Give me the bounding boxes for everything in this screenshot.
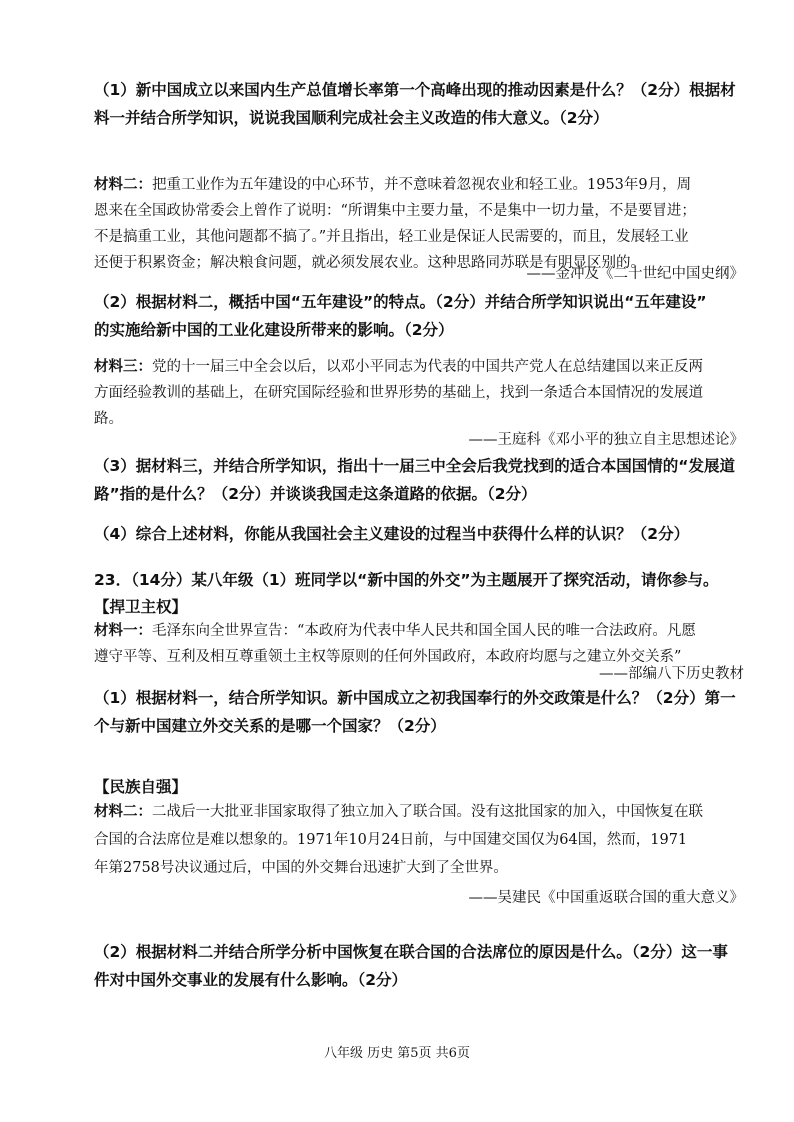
section-heading: 【捍卫主权】 [94,598,188,616]
material-line [94,618,744,644]
question-line: （1）新中国成立以来国内生产总值增长率第一个高峰出现的推动因素是什么？（2分）根据材 [94,81,736,99]
material-line [94,354,744,380]
material-3 [94,354,744,432]
question-line: （1）根据材料一，结合所学知识。新中国成立之初我国奉行的外交政策是什么？（2分）第一 [94,689,736,707]
question-line: （4）综合上述材料，你能从我国社会主义建设的过程当中获得什么样的认识？（2分） [94,525,690,543]
material-source: ——金冲及《二十世纪中国史纲》 [526,266,744,282]
material-label: 材料三： [94,359,152,375]
material-2 [94,172,744,276]
material-text: 毛泽东向全世界宣告：“本政府为代表中华人民共和国全国人民的唯一合法政府。凡愿 [152,623,696,639]
question-line: 件对中国外交事业的发展有什么影响。（2分） [94,971,408,989]
material-line [94,798,744,826]
material-line: 不是搞重工业，其他问题都不搞了。”并且指出，轻工业是保证人民需要的，而且，发展轻工业 [94,229,689,245]
material-label: 材料二： [94,804,152,820]
question-line: 路”指的是什么？（2分）并谈谈我国走这条道路的依据。（2分） [94,485,537,503]
material-line: 方面经验教训的基础上，在研究国际经验和世界形势的基础上，找到一条适合本国情况的发展道 [94,385,703,401]
question-line: 个与新中国建立外交关系的是哪一个国家？（2分） [94,717,446,735]
material-line: 路。 [94,411,123,427]
material-line: 年第2758号决议通过后，中国的外交舞台迅速扩大到了全世界。 [94,860,508,876]
question-23-1 [94,684,744,740]
material-source: ——王庭科《邓小平的独立自主思想述论》 [468,432,744,448]
material-line: 还便于积累资金；解决粮食问题，就必须发展农业。这种思路同苏联是有明显区别的。 [94,255,645,271]
material-line: 合国的合法席位是难以想象的。1971年10月24日前，与中国建交国仅为64国，然而，1971 [94,832,688,848]
material-line [94,172,744,198]
question-line: （3）据材料三，并结合所学知识，指出十一届三中全会后我党找到的适合本国国情的“发展道 [94,457,735,475]
question-22-4 [94,520,744,548]
material-text: 二战后一大批亚非国家取得了独立加入了联合国。没有这批国家的加入，中国恢复在联 [152,804,703,820]
material-source: ——吴建民《中国重返联合国的重大意义》 [468,890,744,906]
question-line: （2）根据材料二，概括中国“五年建设”的特点。（2分）并结合所学知识说出“五年建设” [94,293,707,311]
question-line: （2）根据材料二并结合所学分析中国恢复在联合国的合法席位的原因是什么。（2分）这一事 [94,943,728,961]
question-line: 的实施给新中国的工业化建设所带来的影响。（2分） [94,321,454,339]
page-footer: 八年级 历史 第5页 共6页 [324,1046,470,1061]
section-heading: 【民族自强】 [94,778,188,796]
q23-material-2 [94,798,744,882]
material-text: 党的十一届三中全会以后，以邓小平同志为代表的中国共产党人在总结建国以来正反两 [152,359,703,375]
material-line: 恩来在全国政协常委会上曾作了说明：“所谓集中主要力量，不是集中一切力量，不是要冒进； [94,203,696,219]
question-line: 料一并结合所学知识，说说我国顺利完成社会主义改造的伟大意义。（2分） [94,109,609,127]
question-22-2 [94,288,744,344]
material-text: 把重工业作为五年建设的中心环节，并不意味着忽视农业和轻工业。1953年9月，周 [152,177,692,193]
material-source: ——部编八下历史教材 [599,666,744,682]
question-23-2 [94,938,744,994]
material-line: 遵守平等、互利及相互尊重领土主权等原则的任何外国政府，本政府均愿与之建立外交关系” [94,649,682,665]
question-22-1 [94,76,744,132]
question-23-title: 23．（14分）某八年级（1）班同学以“新中国的外交”为主题展开了探究活动，请你参与。 [94,571,719,589]
question-22-3 [94,452,744,508]
material-label: 材料一： [94,623,152,639]
material-label: 材料二： [94,177,152,193]
